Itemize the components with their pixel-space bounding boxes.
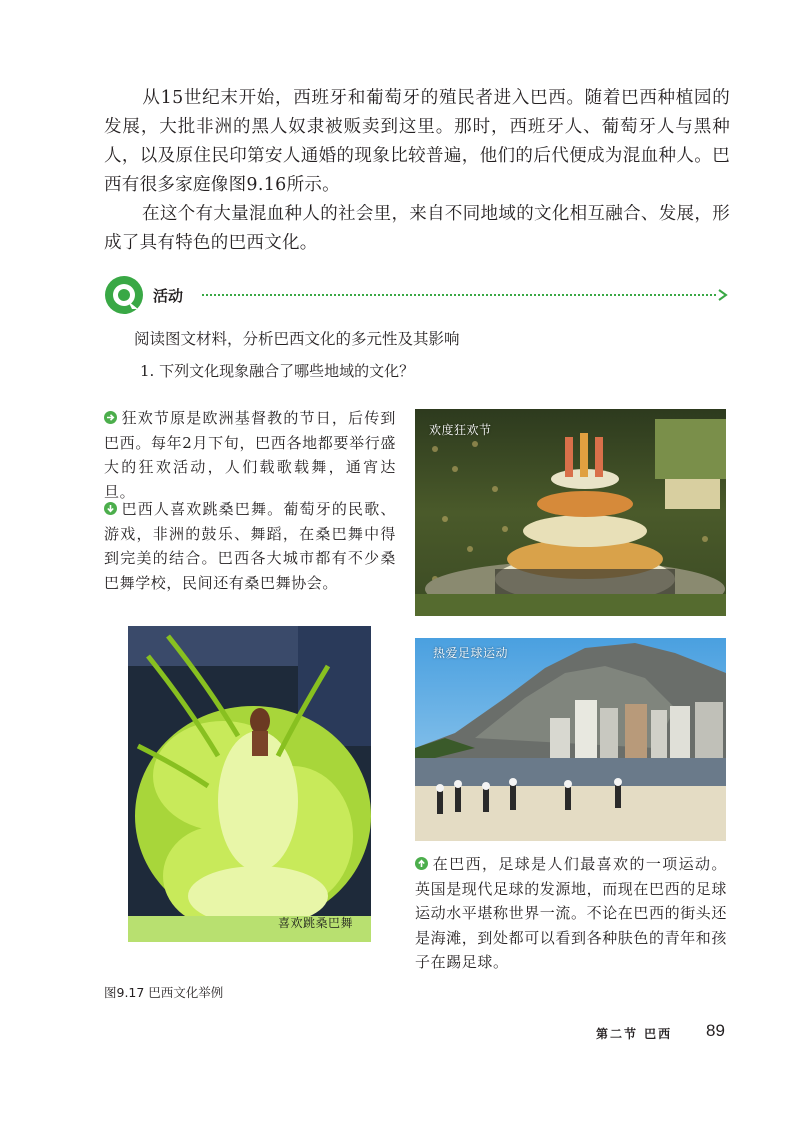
football-photo-label: 热爱足球运动 xyxy=(433,646,509,660)
football-note-text: 在巴西，足球是人们最喜欢的一项运动。英国是现代足球的发源地，而现在巴西的足球运动水平堪称世界一流。不论在巴西的街头还是海滩，到处都可以看到各种肤色的青年和孩子在踢足球。 xyxy=(415,855,728,971)
samba-note xyxy=(104,497,396,595)
chevron-right-icon xyxy=(716,287,730,301)
page-number: 89 xyxy=(706,1021,725,1040)
samba-photo-label: 喜欢跳桑巴舞 xyxy=(278,916,354,930)
arrow-up-icon xyxy=(415,857,428,870)
intro-paragraph-2 xyxy=(104,200,730,258)
intro-paragraph-1-text: 从15世纪末开始，西班牙和葡萄牙的殖民者进入巴西。随着巴西种植园的发展，大批非洲的黑人奴隶被贩卖到这里。那时，西班牙人、葡萄牙人与黑种人，以及原住民印第安人通婚的现象比较普遍，他们的后代便成为混血种人。巴西有很多家庭像图9.16所示。 xyxy=(104,88,730,195)
football-photo xyxy=(415,638,726,841)
carnival-photo-label: 欢度狂欢节 xyxy=(429,423,492,437)
football-note xyxy=(415,852,727,975)
samba-note-text: 巴西人喜欢跳桑巴舞。葡萄牙的民歌、游戏，非洲的鼓乐、舞蹈，在桑巴舞中得到完美的结合。巴西各大城市都有不少桑巴舞学校，民间还有桑巴舞协会。 xyxy=(104,500,396,592)
arrow-right-icon xyxy=(104,411,117,424)
activity-divider xyxy=(202,294,716,296)
arrow-down-icon xyxy=(104,502,117,515)
carnival-photo xyxy=(415,409,726,616)
samba-photo xyxy=(128,626,371,942)
activity-icon xyxy=(104,275,144,315)
intro-paragraph-2-text: 在这个有大量混血种人的社会里，来自不同地域的文化相互融合、发展，形成了具有特色的巴西文化。 xyxy=(104,204,730,253)
activity-question: 1. 下列文化现象融合了哪些地域的文化？ xyxy=(140,362,415,380)
activity-label: 活动 xyxy=(153,287,184,305)
carnival-note-text: 狂欢节原是欧洲基督教的节日，后传到巴西。每年2月下旬，巴西各地都要举行盛大的狂欢活动，人们载歌载舞，通宵达旦。 xyxy=(104,409,396,501)
activity-task: 阅读图文材料，分析巴西文化的多元性及其影响 xyxy=(134,330,460,348)
footer-section-title: 第二节 巴西 xyxy=(596,1027,673,1041)
intro-paragraph-1 xyxy=(104,84,730,200)
carnival-note xyxy=(104,406,396,504)
figure-caption: 图9.17 巴西文化举例 xyxy=(104,985,224,1000)
